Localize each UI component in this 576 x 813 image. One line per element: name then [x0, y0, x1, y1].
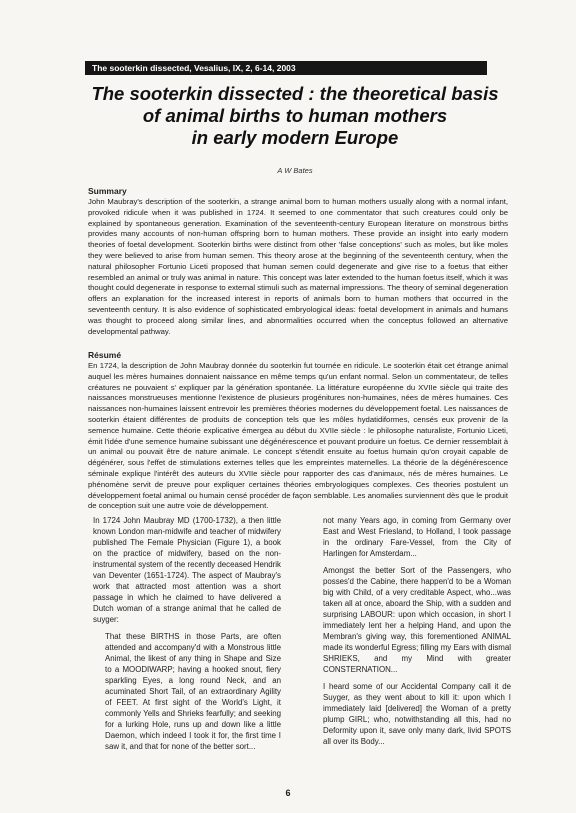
body-right-column: [323, 515, 511, 753]
page-number: 6: [285, 788, 291, 798]
title-line-1: The sooterkin dissected : the theoretical basis: [91, 83, 499, 104]
body-left-column: [93, 515, 281, 758]
running-title-banner: The sooterkin dissected, Vesalius, IX, 2, 6-14, 2003: [85, 61, 487, 75]
block-quote: not many Years ago, in coming from Germany over East and West Friesland, to Holland, I took passage in the ordinary Fare-Vessel, from the City of Harlingen for Amsterdam...: [323, 516, 511, 558]
title-line-2: of animal births to human mothers: [142, 105, 448, 126]
resume-heading: Résumé: [88, 350, 122, 360]
title-line-3: in early modern Europe: [191, 127, 399, 148]
resume-text: En 1724, la description de John Maubray donnée du sooterkin fut tournée en ridicule. Le sooterkin était cet étrange animal auquel les mères humaines donnaient naissance en même temps qu'un enfant normal. Selon un commentateur, de telles créatures ne pouvaient s' expliquer par la génération spontanée. La littérature européenne du XVIIe siècle qui traite des naissances monstrueuses mentionne l'existence de plusieurs progénitures non-humaines, nées de mères humaines. Ces naissances non-humaines laissent entrevoir les premières théories modernes du développement foetal. Les naissances de sooterkin étaient différentes de produits de conception tels que les môles hydatidiformes, censés eux provenir de la semence humaine. Cette théorie explicative émergea au début du XVIIe siècle : le philosophe naturaliste, Fortunio Liceti, émit l'idée d'une semence humaine subissant une dégénérescence et pouvant produire un foetus. Ce dernier ressemblait à un animal ou pouvait être de nature animale. Le concept s'étendit ensuite au foetus humain qu'on croyait capable de dégénérer, sous l'effet de stimulations externes telles que les empreintes maternelles. La théorie de la dégénérescence séminale explique l'intérêt des auteurs du XVIIe siècle pour rapporter des cas d'animaux, nés de mères humaines. Le phénomène servit de preuve pour expliquer certaines théories embryologiques complexes. Ces theories postulent un développement foetal animal ou humain censé procéder de façon semblable. Les anomalies surviennent dès que le produit de conception suit une autre voie de développement.: [88, 361, 508, 511]
block-quote: That these BIRTHS in those Parts, are often attended and accompany'd with a Monstrous little Animal, the likest of any thing in Shape and Size to a MOODIWARP; having a hooked snout, fiery sparkling Eyes, a long round Neck, and an acuminated Short Tail, of an extraordinary Agility of FEET. At first sight of the World's Light, it commonly Yells and Shrieks fearfully; and seeking for a lurking Hole, runs up and down like a little Daemon, which indeed I took it for, the first time I saw it, and that for none of the better sort...: [105, 632, 281, 751]
body-paragraph: In 1724 John Maubray MD (1700-1732), a then little known London man-midwife and teacher of midwifery published The Female Physician (Figure 1), a book on the practice of midwifery, based on the non-instrumental system of the recently deceased Hendrik van Deventer (1651-1724). The aspect of Maubray's work that attracted most attention was a short passage in which he claimed to have delivered a Dutch woman of a strange animal that he called de suyger:: [93, 516, 281, 624]
summary-heading: Summary: [88, 186, 127, 196]
block-quote: Amongst the better Sort of the Passengers, who posses'd the Cabine, there happen'd to be a Woman big with Child, of a very creditable Aspect, who...was taken all at once, aboard the Ship, with a sudden and surprising LABOUR: upon which occasion, in short I immediately lent her a helping Hand, and upon the Membran's giving way, this forementioned ANIMAL made its wonderful Egress; filling my Ears with dismal SHRIEKS, and my Mind with greater CONSTERNATION...: [323, 566, 511, 674]
summary-text: John Maubray's description of the sooterkin, a strange animal born to human mothers usually along with a normal infant, provoked ridicule when it was published in 1724. It seemed to one commentator that such creatures could only be explained by spontaneous generation. Examination of the seventeenth-century European literature on monstrous births provides many accounts of non-human offspring born to human mothers. These provide an insight into early modern theories of foetal development. Sooterkin births were distinct from other 'false conceptions' such as moles, but like moles they were believed to arise from human semen. This theory arose at the beginning of the seventeenth century, when the natural philosopher Fortunio Liceti proposed that human semen could degenerate and give rise to a foetus that either resembled an animal or truly was animal in nature. This concept was later extended to the human foetus itself, which it was thought could degenerate in response to external stimuli such as maternal impressions. The theory of seminal degeneration offers an explanation for the increased interest in reports of animals born to human mothers that occurred in the seventeenth century. It is also evidence of sophisticated embryological ideas: foetal development in animals and humans was thought to proceed along similar lines, and abnormalities occurred when the conceptus followed an alternative developmental pathway.: [88, 197, 508, 336]
block-quote: I heard some of our Accidental Company call it de Suyger, as they went about to kill it: upon which I immediately laid [delivered] the Woman of a pretty plump GIRL; who, notwithstanding all this, had no Deformity upon it, save only many dark, livid SPOTS all over its Body...: [323, 682, 511, 746]
author-name: A W Bates: [277, 166, 313, 175]
article-title: [60, 83, 530, 149]
